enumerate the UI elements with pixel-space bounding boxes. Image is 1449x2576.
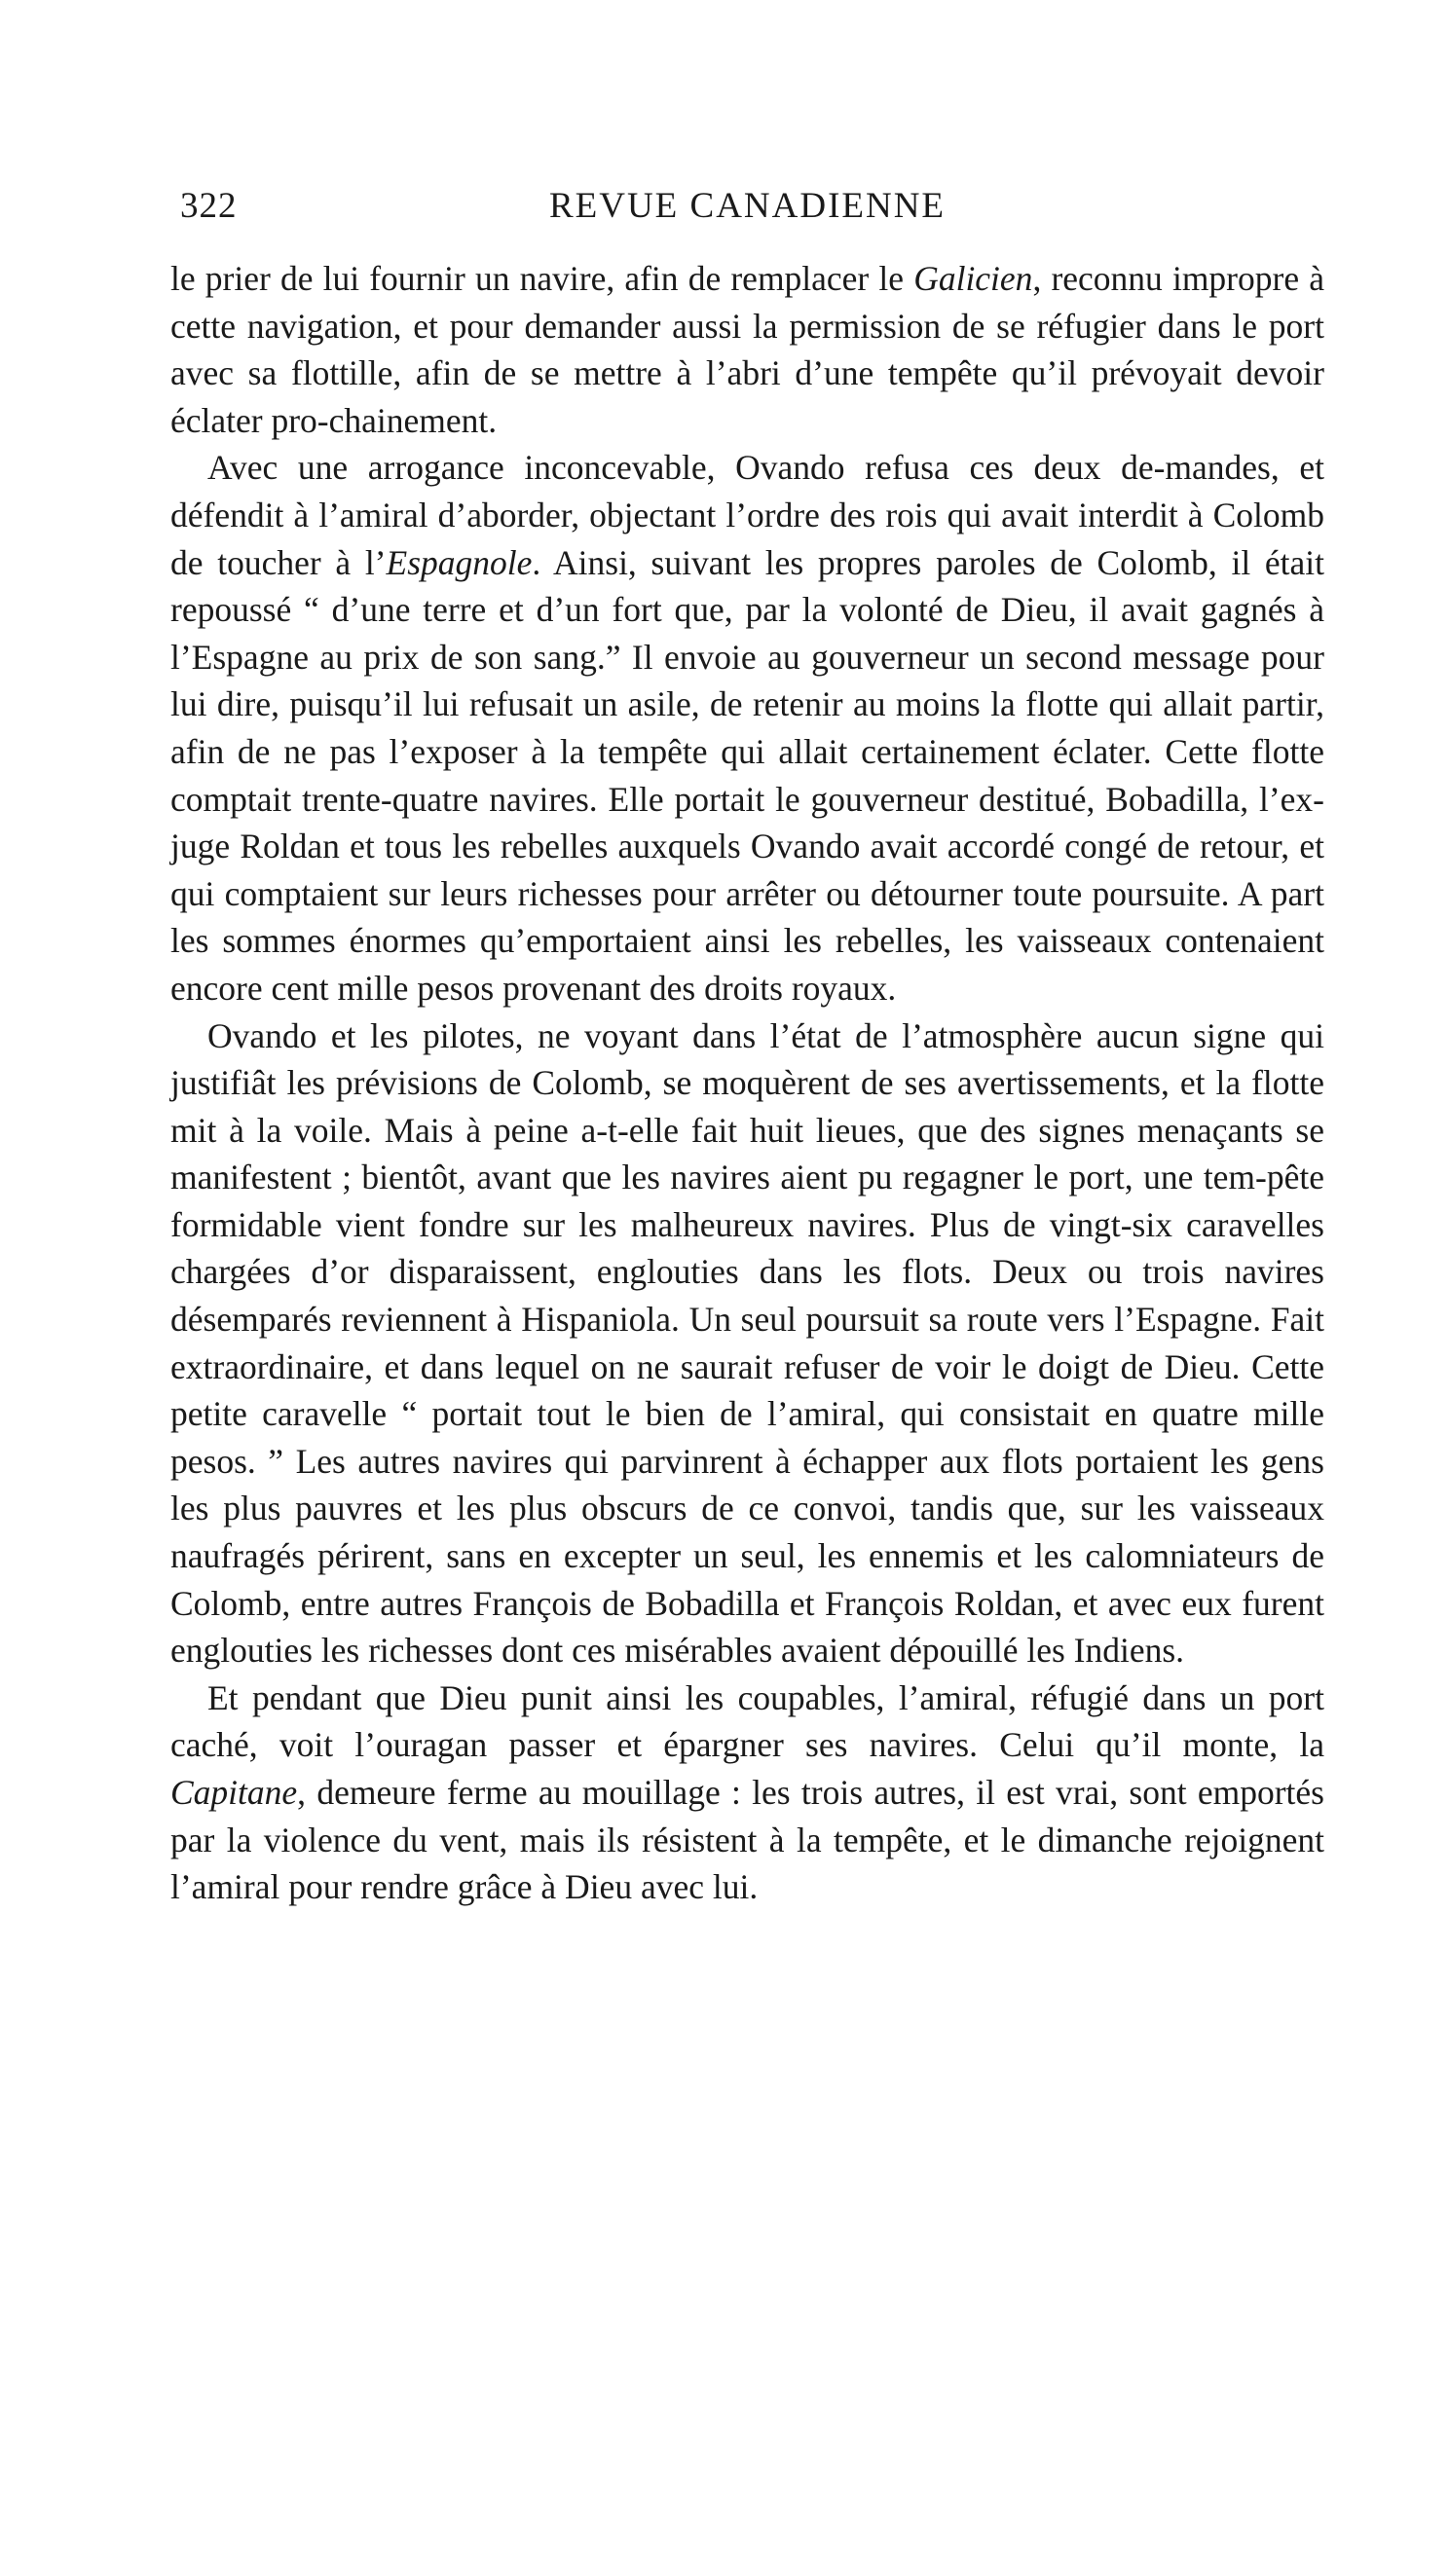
ship-name-galicien: Galicien: [913, 259, 1033, 298]
body-text: [170, 255, 1324, 1911]
paragraph-4-text-cont: , demeure ferme au mouillage : les trois autres, il est vrai, sont emportés par la violence du vent, mais ils résistent à la tempête, et le dimanche rejoignent l’amiral pour rendre grâce à Dieu avec lui.: [170, 1773, 1324, 1907]
paragraph-2: [170, 444, 1324, 1012]
paragraph-1-text: le prier de lui fournir un navire, afin de remplacer le: [170, 259, 914, 298]
paragraph-4: [170, 1674, 1324, 1911]
paragraph-3-text: Ovando et les pilotes, ne voyant dans l’état de l’atmosphère aucun signe qui justifiât les prévisions de Colomb, se moquèrent de ses avertissements, et la flotte mit à la voile. Mais à peine a-t-elle fait huit lieues, que des signes menaçants se manifestent ; bientôt, avant que les navires aient pu regagner le port, une tem-pête formidable vient fondre sur les malheureux navires. Plus de vingt-six caravelles chargées d’or disparaissent, englouties dans les flots. Deux ou trois navires désemparés reviennent à Hispaniola. Un seul poursuit sa route vers l’Espagne. Fait extraordinaire, et dans lequel on ne saurait refuser de voir le doigt de Dieu. Cette petite caravelle “ portait tout le bien de l’amiral, qui consistait en quatre mille pesos. ” Les autres navires qui parvinrent à échapper aux flots portaient les gens les plus pauvres et les plus obscurs de ce convoi, tandis que, sur les vaisseaux naufragés périrent, sans en excepter un seul, les ennemis et les calomniateurs de Colomb, entre autres François de Bobadilla et François Roldan, et avec eux furent englouties les richesses dont ces misérables avaient dépouillé les Indiens.: [170, 1015, 1324, 1671]
running-head: [170, 185, 1324, 243]
ship-name-capitane: Capitane: [170, 1773, 298, 1812]
place-name-espagnole: Espagnole: [386, 542, 533, 582]
page-number: 322: [180, 186, 238, 226]
paragraph-2-text-cont: . Ainsi, suivant les propres paroles de Colomb, il était repoussé “ d’une terre et d’un fort que, par la volonté de Dieu, il avait gagnés à l’Espagne au prix de son sang.” Il envoie au gouverneur un second message pour lui dire, puisqu’il lui refusait un asile, de retenir au moins la flotte qui allait partir, afin de ne pas l’exposer à la tempête qui allait certainement éclater. Cette flotte comptait trente-quatre navires. Elle portait le gouverneur destitué, Bobadilla, l’ex-juge Roldan et tous les rebelles auxquels Ovando avait accordé congé de retour, et qui comptaient sur leurs richesses pour arrêter ou détourner toute poursuite. A part les sommes énormes qu’emportaient ainsi les rebelles, les vaisseaux contenaient encore cent mille pesos provenant des droits royaux.: [170, 542, 1325, 1008]
paragraph-4-text: Et pendant que Dieu punit ainsi les coupables, l’amiral, réfugié dans un port caché, voit l’ouragan passer et épargner ses navires. Celui qu’il monte, la: [170, 1677, 1324, 1765]
paragraph-1-text-cont: , reconnu impropre à cette navigation, et pour demander aussi la permission de se réfugier dans le port avec sa flottille, afin de se mettre à l’abri d’une tempête qu’il prévoyait devoir éclater pro-chainement.: [170, 259, 1324, 440]
book-page: [170, 185, 1324, 1911]
paragraph-1: [170, 255, 1324, 444]
running-title: REVUE CANADIENNE: [548, 186, 947, 226]
paragraph-2-text: Avec une arrogance inconcevable, Ovando refusa ces deux de-mandes, et défendit à l’amiral d’aborder, objectant l’ordre des rois qui avait interdit à Colomb de toucher à l’: [170, 448, 1324, 582]
paragraph-3: [170, 1012, 1324, 1674]
